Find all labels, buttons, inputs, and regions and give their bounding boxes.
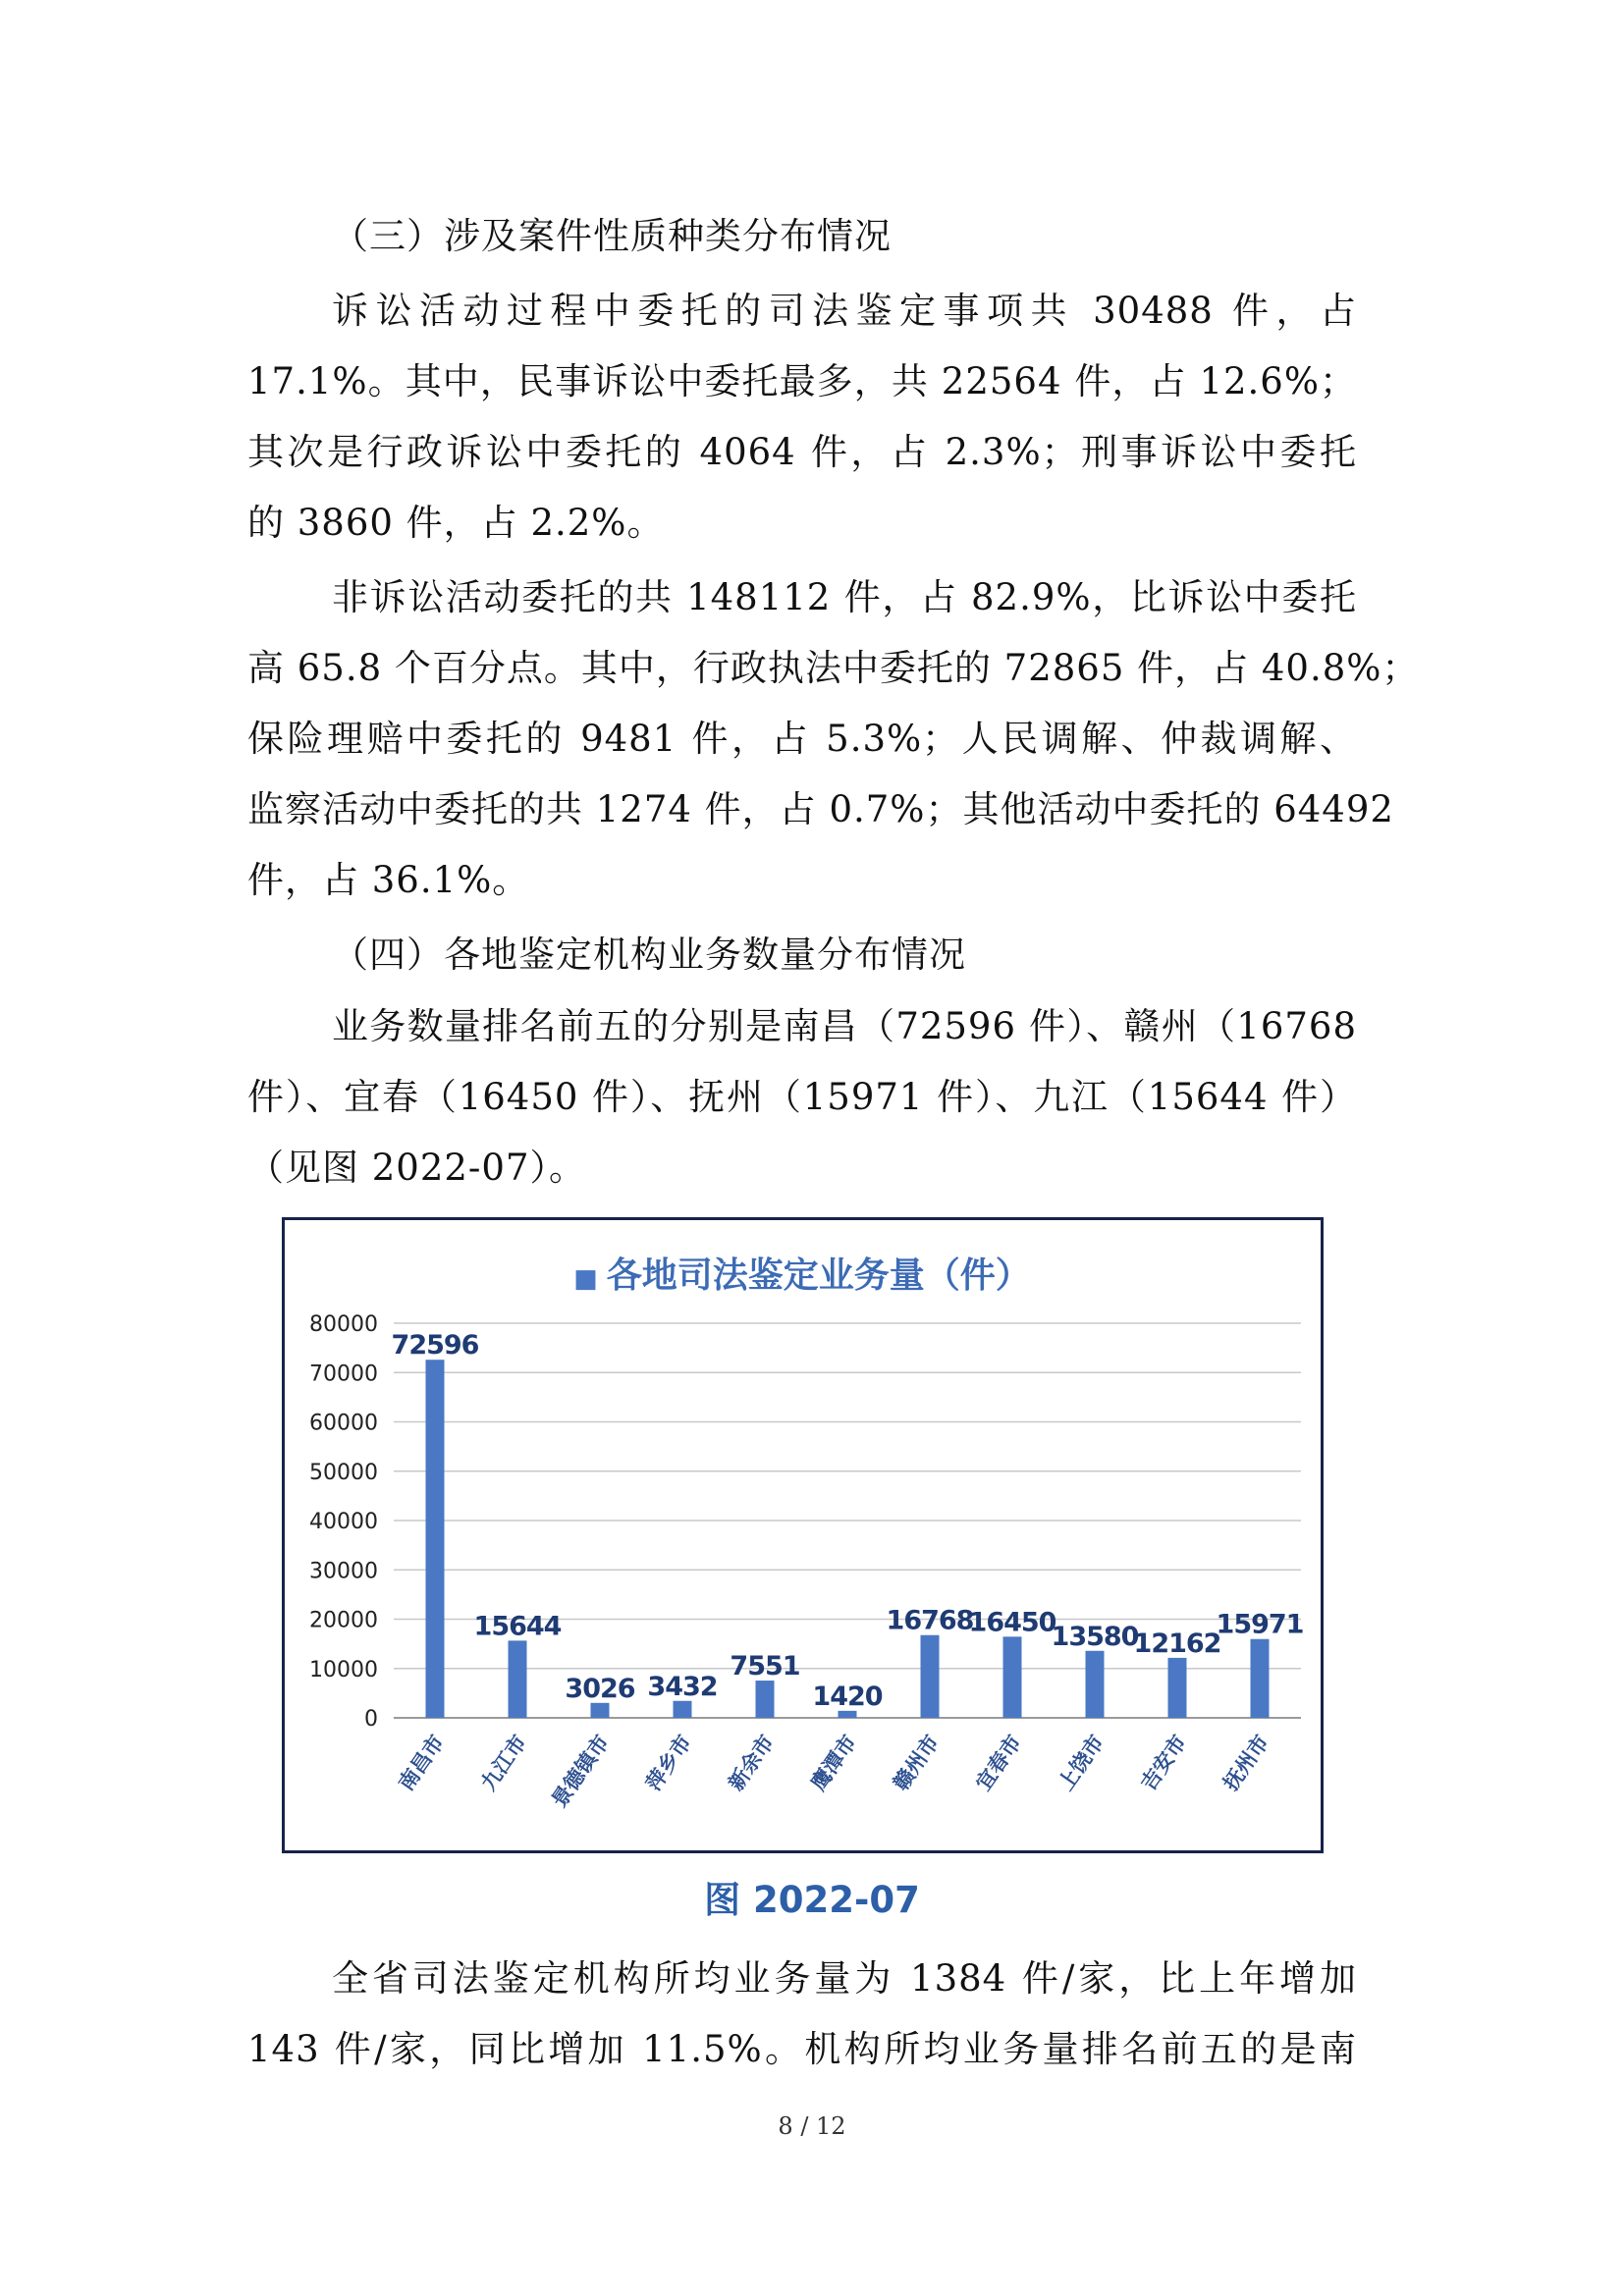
x-tick-label: 萍乡市 — [641, 1731, 697, 1795]
y-tick-label: 60000 — [309, 1411, 378, 1436]
y-tick-label: 30000 — [309, 1559, 378, 1584]
figure-caption: 图 2022-07 — [704, 1879, 920, 1921]
data-label: 16768 — [886, 1605, 974, 1636]
paragraph-litigation — [247, 276, 1357, 559]
bar — [509, 1640, 527, 1718]
text-line: 高 65.8 个百分点。其中，行政执法中委托的 72865 件，占 40.8%； — [247, 647, 1420, 689]
bar — [1168, 1658, 1187, 1718]
paragraph-non-litigation — [247, 562, 1420, 916]
bar — [1086, 1651, 1105, 1718]
text-line: 的 3860 件，占 2.2%。 — [247, 502, 665, 544]
text-line: 其次是行政诉讼中委托的 4064 件，占 2.3%；刑事诉讼中委托 — [247, 431, 1357, 473]
y-tick-label: 0 — [364, 1707, 378, 1732]
data-label: 1420 — [812, 1681, 883, 1712]
bar-chart — [285, 1220, 1321, 1850]
x-tick-label: 赣州市 — [889, 1731, 945, 1795]
bar — [756, 1681, 775, 1718]
bar — [674, 1701, 692, 1718]
text-line: 非诉讼活动委托的共 148112 件，占 82.9%，比诉讼中委托 — [332, 576, 1357, 618]
data-label: 15971 — [1216, 1609, 1304, 1640]
bar — [839, 1711, 857, 1718]
text-line: （见图 2022-07）。 — [247, 1147, 587, 1189]
text-line: 全省司法鉴定机构所均业务量为 1384 件/家，比上年增加 — [332, 1957, 1357, 2000]
text-line: 保险理赔中委托的 9481 件，占 5.3%；人民调解、仲裁调解、 — [247, 718, 1357, 760]
data-label: 12162 — [1133, 1628, 1221, 1659]
x-tick-label: 南昌市 — [394, 1731, 450, 1795]
paragraph-closing — [247, 1944, 1357, 2085]
y-tick-label: 20000 — [309, 1608, 378, 1633]
text-line: 17.1%。其中，民事诉讼中委托最多，共 22564 件，占 12.6%； — [247, 360, 1357, 402]
bar — [591, 1703, 610, 1718]
text-line: 业务数量排名前五的分别是南昌（72596 件）、赣州（16768 — [332, 1005, 1357, 1047]
x-tick-label: 上饶市 — [1054, 1731, 1110, 1795]
y-tick-label: 80000 — [309, 1312, 378, 1337]
text-line: 诉讼活动过程中委托的司法鉴定事项共 30488 件，占 — [332, 290, 1357, 332]
x-tick-label: 景德镇市 — [547, 1731, 615, 1812]
chart-title-text: 各地司法鉴定业务量（件） — [606, 1255, 1031, 1296]
data-label: 3432 — [647, 1671, 718, 1702]
data-label: 16450 — [968, 1607, 1056, 1638]
paragraph-ranking — [247, 991, 1357, 1203]
x-tick-label: 九江市 — [476, 1731, 532, 1795]
bar — [1251, 1639, 1270, 1718]
x-tick-label: 宜春市 — [971, 1731, 1027, 1795]
text-line: 件）、宜春（16450 件）、抚州（15971 件）、九江（15644 件） — [247, 1076, 1357, 1118]
chart-frame — [282, 1217, 1324, 1853]
data-label: 13580 — [1051, 1621, 1139, 1652]
bar — [426, 1360, 445, 1718]
page-number: 8 / 12 — [778, 2112, 846, 2140]
y-tick-label: 50000 — [309, 1460, 378, 1485]
y-tick-label: 70000 — [309, 1362, 378, 1387]
x-tick-label: 抚州市 — [1218, 1731, 1274, 1795]
bar — [1003, 1636, 1022, 1718]
text-line: 监察活动中委托的共 1274 件，占 0.7%；其他活动中委托的 64492 — [247, 788, 1394, 830]
x-tick-label: 鹰潭市 — [806, 1731, 862, 1795]
bar — [921, 1635, 940, 1718]
y-tick-label: 40000 — [309, 1510, 378, 1534]
data-label: 3026 — [565, 1673, 635, 1704]
section-heading-3: （三）涉及案件性质种类分布情况 — [332, 215, 892, 257]
data-label: 72596 — [391, 1330, 479, 1362]
y-tick-label: 10000 — [309, 1657, 378, 1682]
x-tick-label: 新余市 — [724, 1731, 780, 1795]
legend-marker: ■ — [573, 1264, 607, 1294]
data-label: 7551 — [730, 1651, 800, 1682]
x-tick-label: 吉安市 — [1136, 1731, 1192, 1795]
data-label: 15644 — [473, 1611, 562, 1642]
section-heading-4: （四）各地鉴定机构业务数量分布情况 — [332, 934, 966, 976]
text-line: 件，占 36.1%。 — [247, 859, 530, 901]
chart-title — [573, 1255, 1031, 1296]
text-line: 143 件/家，同比增加 11.5%。机构所均业务量排名前五的是南 — [247, 2028, 1357, 2070]
